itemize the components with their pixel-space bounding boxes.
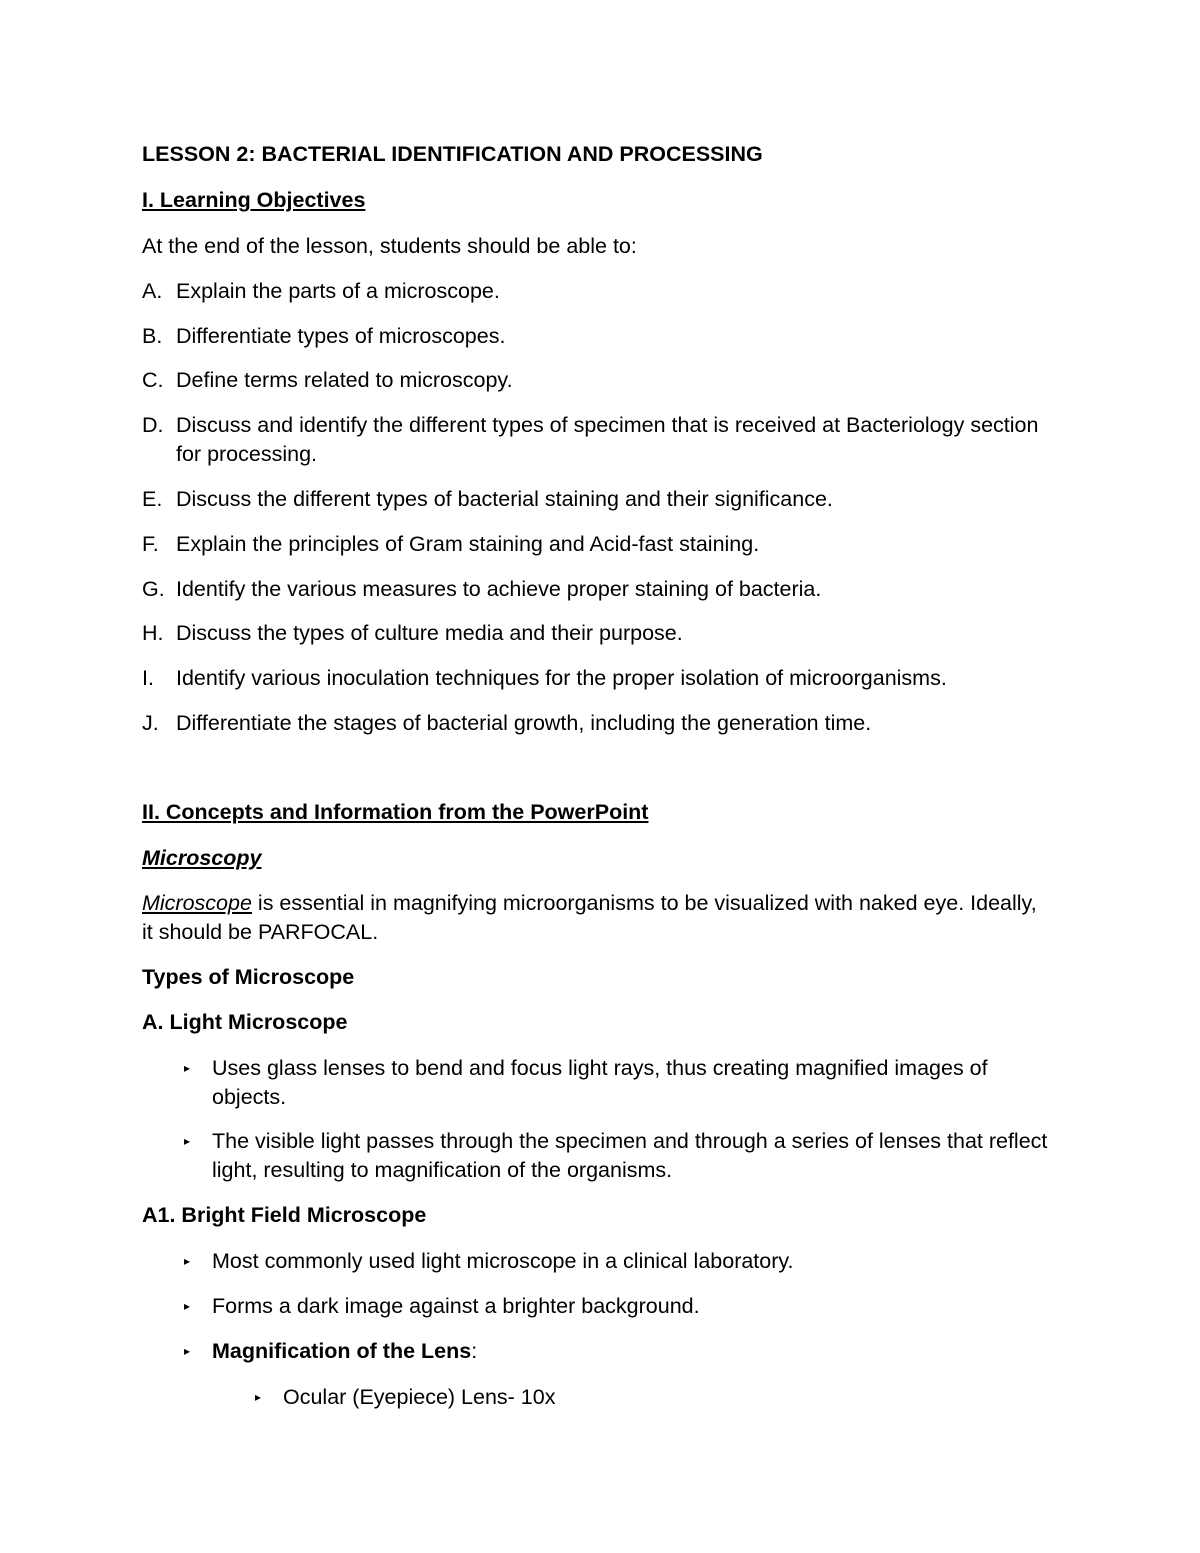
objective-letter: C. [142,368,164,392]
objective-letter: D. [142,413,164,437]
bullet-arrow-icon: ▸ [255,1390,262,1404]
sub-bullet-text: Ocular (Eyepiece) Lens- 10x [283,1385,556,1409]
objective-text: Explain the parts of a microscope. [176,279,500,303]
lesson-title: LESSON 2: BACTERIAL IDENTIFICATION AND PROCESSING [142,142,763,166]
concepts-heading: II. Concepts and Information from the PowerPoint [142,800,649,824]
bullet-text: Most commonly used light microscope in a clinical laboratory. [212,1249,794,1273]
bullet-arrow-icon: ▸ [184,1299,191,1313]
microscope-term: Microscope [142,891,252,915]
lens-colon: : [471,1339,478,1363]
objective-text: Identify the various measures to achieve proper staining of bacteria. [176,577,822,601]
objective-letter: H. [142,621,164,645]
objective-text: Define terms related to microscopy. [176,368,513,392]
bullet-text: Uses glass lenses to bend and focus light rays, thus creating magnified images of objects. [212,1056,988,1109]
bullet-text [212,1337,477,1366]
bullet-text: The visible light passes through the specimen and through a series of lenses that reflect light, resulting to magnification of the organisms. [212,1129,1048,1182]
objective-letter: J. [142,711,159,735]
types-heading: Types of Microscope [142,965,355,989]
bright-field-heading: A1. Bright Field Microscope [142,1203,427,1227]
microscope-paragraph [142,889,1052,947]
objective-letter: G. [142,577,165,601]
objective-text: Differentiate types of microscopes. [176,324,506,348]
bullet-arrow-icon: ▸ [184,1134,191,1148]
bullet-arrow-icon: ▸ [184,1254,191,1268]
objective-letter: I. [142,666,154,690]
objectives-intro: At the end of the lesson, students should be able to: [142,234,637,258]
objective-text: Discuss and identify the different types of specimen that is received at Bacteriology section for processing. [176,413,1039,466]
objective-text: Discuss the different types of bacterial staining and their significance. [176,487,833,511]
objective-letter: B. [142,324,163,348]
document-page [142,0,1062,1553]
objective-letter: E. [142,487,163,511]
objective-text: Differentiate the stages of bacterial growth, including the generation time. [176,711,872,735]
objective-text: Discuss the types of culture media and their purpose. [176,621,683,645]
microscope-description: is essential in magnifying microorganisms to be visualized with naked eye. Ideally, it should be PARFOCAL. [142,891,1037,944]
objective-text: Explain the principles of Gram staining and Acid-fast staining. [176,532,760,556]
objective-text: Identify various inoculation techniques for the proper isolation of microorganisms. [176,666,947,690]
bullet-arrow-icon: ▸ [184,1061,191,1075]
objective-letter: F. [142,532,159,556]
light-microscope-heading: A. Light Microscope [142,1010,348,1034]
bullet-arrow-icon: ▸ [184,1344,191,1358]
microscopy-subheading: Microscopy [142,846,262,870]
lens-label: Magnification of the Lens [212,1339,472,1363]
learning-objectives-heading: I. Learning Objectives [142,188,366,212]
bullet-text: Forms a dark image against a brighter background. [212,1294,700,1318]
objective-letter: A. [142,279,163,303]
